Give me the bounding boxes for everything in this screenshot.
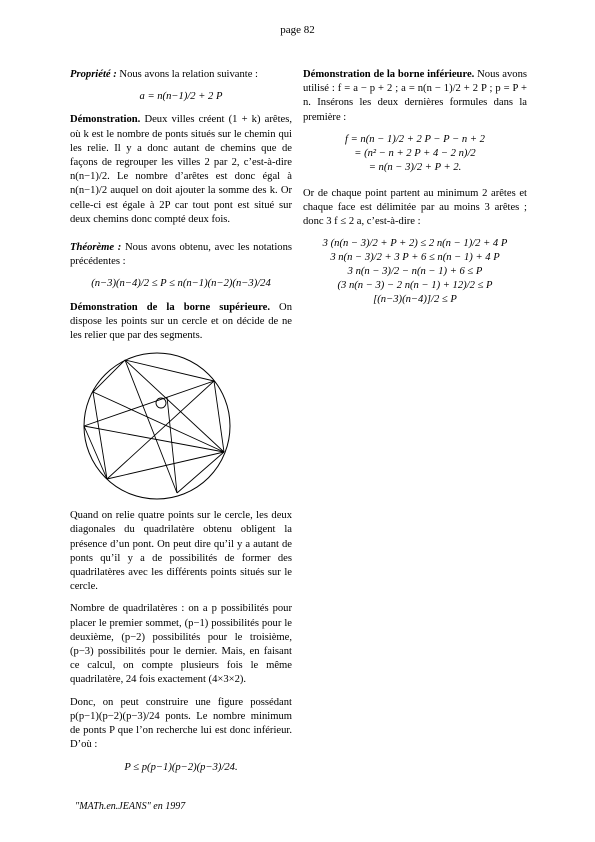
inequality-derivation	[303, 237, 527, 307]
chords	[84, 360, 224, 493]
property-text: Nous avons la relation suivante :	[116, 69, 259, 80]
lower-bound-paragraph	[303, 68, 527, 125]
theorem-label: Théorème :	[70, 242, 122, 254]
chord	[125, 360, 224, 452]
property-equation: a = n(n−1)/2 + 2 P	[139, 91, 223, 103]
chord	[84, 381, 214, 426]
chord	[93, 392, 107, 479]
left-column	[70, 68, 292, 784]
chord	[177, 452, 224, 493]
derivation-line: 3 n(n − 3)/2 + 3 P + 6 ≤ n(n − 1) + 4 P	[330, 252, 500, 264]
right-column	[303, 68, 527, 319]
demonstration-text: Deux villes créent (1 + k) arêtes, où k est le nombre de ponts situés sur le chemin qui les relie. Il y a donc autant de chemins que de façons de regrouper les villes 2 par 2, c’est-à-dire n(n−1)/2. Le nombre d’arêtes est donc égal à n(n−1)/2 auquel on doit ajouter la somme des k. Or celle-ci est égale à 2P car tout pont est situé sur deux chemins donc compté deux fois.	[70, 114, 292, 225]
derivation-line: = (n² − n + 2 P + 4 − 2 n)/2	[354, 147, 476, 159]
derivation-line: (3 n(n − 3) − 2 n(n − 1) + 12)/2 ≤ P	[337, 280, 493, 292]
chord	[93, 392, 224, 452]
chord	[214, 381, 224, 452]
derivation-line: = n(n − 3)/2 + P + 2.	[368, 161, 462, 173]
upper-bound-label: Démonstration de la borne supérieure.	[70, 301, 270, 313]
chord	[84, 426, 107, 479]
final-inequality: P ≤ p(p−1)(p−2)(p−3)/24.	[124, 761, 238, 773]
circle-chords-figure	[82, 351, 232, 501]
lower-bound-label: Démonstration de la borne inférieure.	[303, 69, 475, 80]
chord	[167, 397, 177, 493]
upper-bound-paragraph	[70, 301, 292, 344]
upper-bound-text: On dispose les points sur un cercle et on décide de ne les relier que par des segments.	[70, 301, 292, 342]
demonstration-label: Démonstration.	[70, 114, 141, 126]
chord	[84, 426, 224, 452]
chord	[107, 381, 214, 479]
chord	[93, 360, 125, 392]
property-label: Propriété :	[70, 69, 117, 80]
face-count-derivation	[303, 133, 527, 175]
theorem-equation: (n−3)(n−4)/2 ≤ P ≤ n(n−1)(n−2)(n−3)/24	[91, 278, 271, 290]
edge-face-paragraph: Or de chaque point partent au minimum 2 arêtes et chaque face est délimitée par au moins 3 arêtes ; donc 3 f ≤ 2 a, c’est-à-dire :	[303, 187, 527, 228]
derivation-line: f = n(n − 1)/2 + 2 P − P − n + 2	[345, 133, 485, 145]
demonstration-paragraph	[70, 113, 292, 227]
conclusion-paragraph: Donc, on peut construire une figure possédant p(p−1)(p−2)(p−3)/24 ponts. Le nombre minimum de ponts P que l’on recherche lui est donc inférieur. D’où :	[70, 696, 292, 751]
chord	[107, 452, 224, 479]
count-paragraph: Nombre de quadrilatères : on a p possibilités pour placer le premier sommet, (p−1) possibilités pour le deuxième, (p−2) possibilités pour le troisième, (p−3) possibilités pour le dernier. Mais, en faisant ce calcul, on compte plusieurs fois le même quadrilatère, 24 fois exactement (4×3×2).	[70, 603, 292, 686]
footer-source: "MATh.en.JEANS" en 1997	[75, 801, 186, 812]
quadrilateral-paragraph: Quand on relie quatre points sur le cercle, les deux diagonales du quadrilatère obtenu obligent la présence d’un pont. On peut dire qu’il y a autant de ponts qu’il y a de possibilités de former des quadrilatères avec les différents points situés sur le cercle.	[70, 510, 292, 593]
chord	[125, 360, 214, 381]
page-number: page 82	[280, 24, 315, 36]
property-paragraph	[70, 68, 292, 82]
lower-bound-text: Nous avons utilisé : f = a − p + 2 ; a = n(n − 1)/2 + 2 P ; p = P + n. Insérons les deux dernières formules dans la première :	[303, 69, 527, 123]
derivation-line: [(n−3)(n−4)]/2 ≤ P	[373, 294, 457, 306]
theorem-text: Nous avons obtenu, avec les notations précédentes :	[70, 242, 292, 268]
derivation-line: 3 n(n − 3)/2 − n(n − 1) + 6 ≤ P	[347, 266, 483, 278]
derivation-line: 3 (n(n − 3)/2 + P + 2) ≤ 2 n(n − 1)/2 + 4 P	[322, 238, 508, 250]
theorem-paragraph	[70, 241, 292, 269]
